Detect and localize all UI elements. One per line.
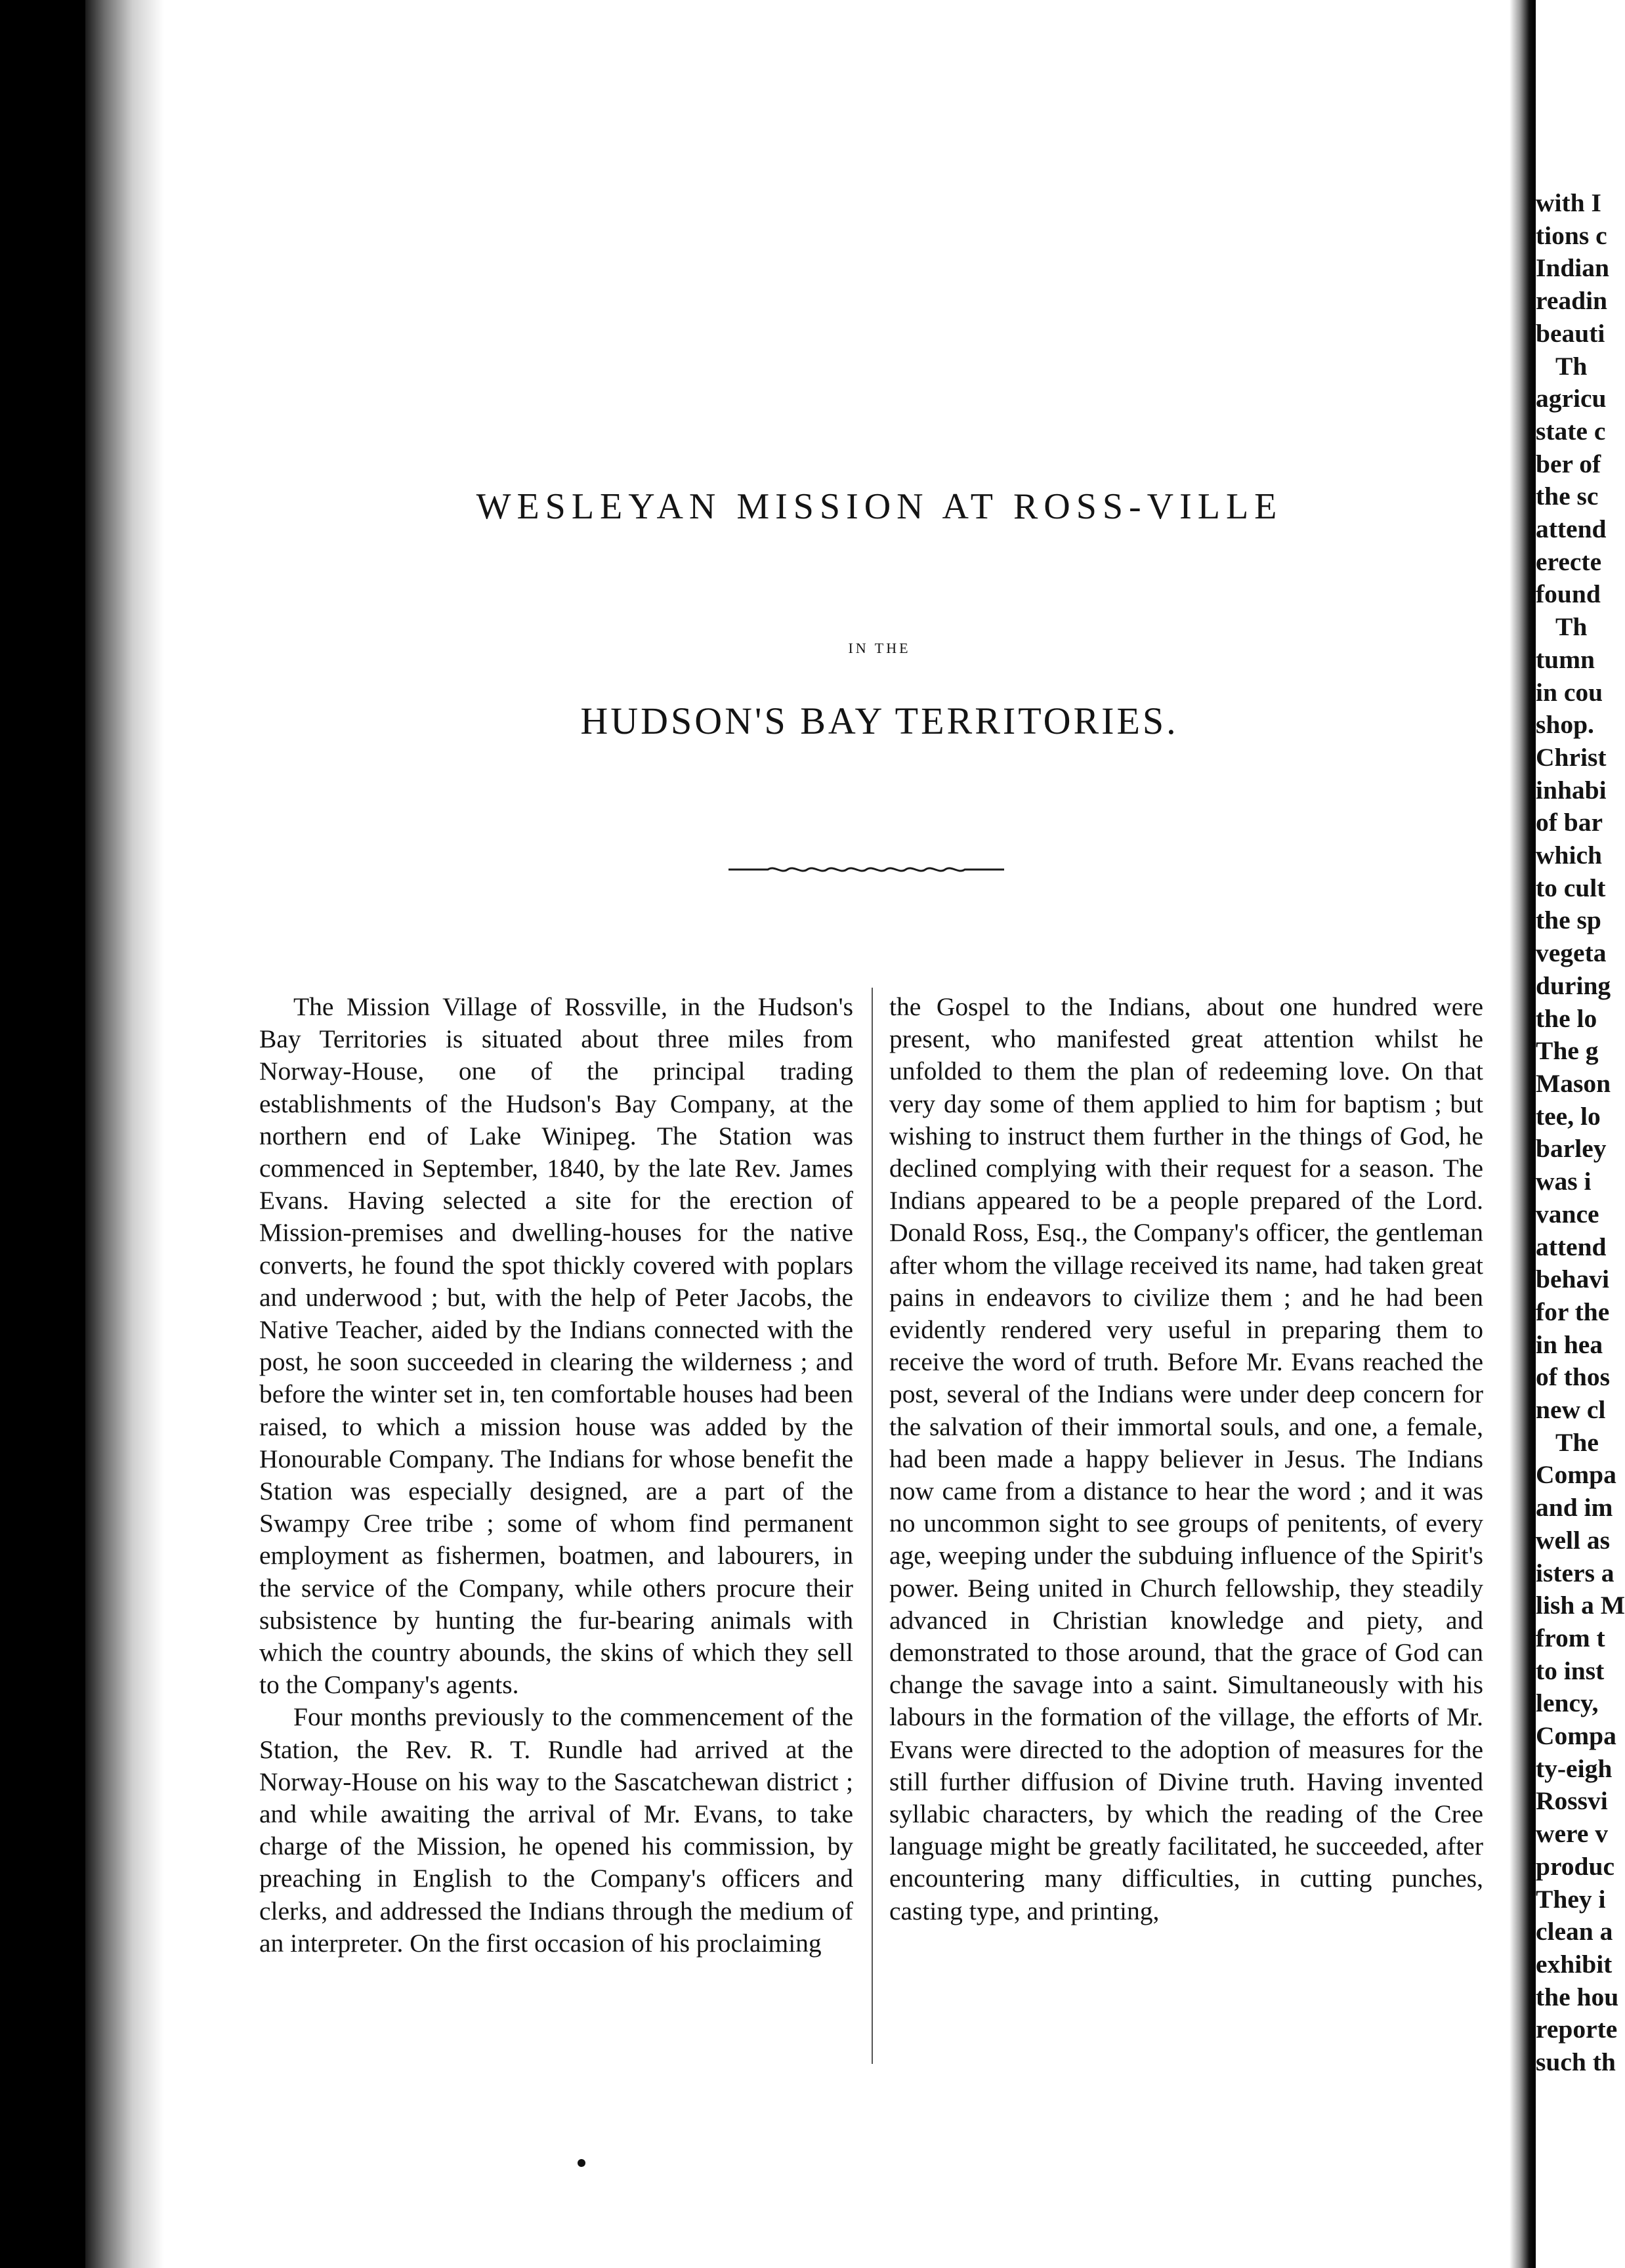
- column3-line-fragment: produc: [1536, 1851, 1615, 1881]
- column3-line-fragment: well as: [1536, 1525, 1611, 1555]
- column3-line-fragment: tumn: [1536, 644, 1595, 674]
- column3-line-fragment: from t: [1536, 1623, 1605, 1652]
- column3-line-fragment: tee, lo: [1536, 1101, 1601, 1131]
- column3-line-fragment: state c: [1536, 416, 1606, 446]
- column3-line-fragment: ber of: [1536, 449, 1601, 478]
- column3-line-fragment: in hea: [1536, 1330, 1603, 1359]
- paragraph: Four months previously to the commencement of the Station, the Rev. R. T. Rundle had arrived at the Norway-House on his way to the Sascatchewan district ; and while awaiting the arrival of Mr. Evans, to take charge of the Mission, he opened his commission, by preaching in English to the Company's officers and clerks, and addressed the Indians through the medium of an interpreter. On the first occasion of his proclaiming: [259, 1702, 853, 1958]
- column3-line-fragment: Mason: [1536, 1068, 1611, 1098]
- column3-line-fragment: lency,: [1536, 1689, 1599, 1718]
- column3-line-fragment: new cl: [1536, 1395, 1606, 1425]
- column3-line-fragment: for the: [1536, 1297, 1610, 1326]
- column3-line-fragment: beauti: [1536, 318, 1605, 348]
- text-column-3-cropped: [1536, 187, 1625, 2077]
- paragraph: the Gospel to the Indians, about one hundred were present, who manifested great attention whilst he unfolded to them the plan of redeeming love. On that very day some of them applied to him for baptism ; but wishing to instruct them further in the things of God, he declined complying with their request for a season. The Indians appeared to be a people prepared of the Lord. Donald Ross, Esq., the Company's officer, the gentleman after whom the village received its name, had taken great pains in endeavors to civilize them ; and he had been evidently rendered very useful in preparing them to receive the word of truth. Before Mr. Evans reached the post, several of the Indians were under deep concern for the salvation of their immortal souls, and one, a female, had been made a happy believer in Jesus. The Indians now came from a distance to hear the word ; and it was no uncommon sight to see groups of penitents, of every age, weeping under the subduing influence of the Spirit's power. Being united in Church fellowship, they steadily advanced in Christian knowledge and piety, and demonstrated to those around, that the grace of God can change the savage into a saint. Simultaneously with his labours in the formation of the village, the efforts of Mr. Evans were directed to the adoption of measures for the still further diffusion of Divine truth. Having invented syllabic characters, by which the reading of the Cree language might be greatly facilitated, he succeeded, after encountering many difficulties, in cutting punches, casting type, and printing,: [889, 992, 1483, 1925]
- column3-line-fragment: behavi: [1536, 1265, 1609, 1294]
- column3-line-fragment: agricu: [1536, 384, 1607, 413]
- column3-line-fragment: the sc: [1536, 482, 1599, 511]
- text-column-1: [259, 991, 853, 2067]
- column3-line-fragment: was i: [1536, 1167, 1592, 1196]
- article-title: WESLEYAN MISSION AT ROSS-VILLE: [476, 486, 1283, 527]
- column3-line-fragment: of bar: [1536, 808, 1603, 837]
- column3-line-fragment: erecte: [1536, 547, 1602, 576]
- column3-line-fragment: inhabi: [1536, 775, 1607, 805]
- column3-line-fragment: tions c: [1536, 220, 1607, 250]
- column3-line-fragment: The: [1555, 1427, 1599, 1457]
- column3-line-fragment: vance: [1536, 1199, 1599, 1228]
- column-divider: [872, 988, 873, 2064]
- column3-line-fragment: during: [1536, 971, 1611, 1000]
- column3-line-fragment: reporte: [1536, 2015, 1618, 2044]
- column3-line-fragment: Indian: [1536, 253, 1610, 283]
- column3-line-fragment: isters a: [1536, 1558, 1614, 1587]
- page-edge-left: [85, 0, 164, 2268]
- column3-line-fragment: which: [1536, 841, 1602, 870]
- column3-line-fragment: shop.: [1536, 710, 1594, 740]
- column3-line-fragment: readin: [1536, 286, 1608, 316]
- decorative-flourish: [728, 860, 1004, 879]
- column3-line-fragment: ty-eigh: [1536, 1754, 1613, 1783]
- column3-line-fragment: vegeta: [1536, 938, 1607, 968]
- column3-line-fragment: clean a: [1536, 1917, 1613, 1946]
- column3-line-fragment: barley: [1536, 1134, 1607, 1164]
- text-column-2: [889, 991, 1483, 2067]
- page-mark-dot: [578, 2159, 585, 2167]
- column3-line-fragment: with I: [1536, 188, 1601, 217]
- column3-line-fragment: lish a M: [1536, 1591, 1625, 1620]
- gutter-shadow: [1509, 0, 1536, 2268]
- column3-line-fragment: to inst: [1536, 1656, 1605, 1685]
- column3-line-fragment: Th: [1555, 612, 1588, 642]
- article-subtitle: HUDSON'S BAY TERRITORIES.: [580, 700, 1179, 742]
- column3-line-fragment: Th: [1555, 351, 1588, 381]
- column3-line-fragment: Compa: [1536, 1460, 1616, 1490]
- column3-line-fragment: of thos: [1536, 1362, 1611, 1392]
- column3-line-fragment: the hou: [1536, 1982, 1619, 2011]
- column3-line-fragment: The g: [1536, 1036, 1599, 1066]
- binding-shadow-left: [0, 0, 85, 2268]
- column3-line-fragment: Compa: [1536, 1721, 1616, 1751]
- column3-line-fragment: and im: [1536, 1493, 1613, 1522]
- column3-line-fragment: exhibit: [1536, 1949, 1613, 1979]
- column3-line-fragment: such th: [1536, 2048, 1616, 2077]
- column3-line-fragment: Rossvi: [1536, 1786, 1608, 1816]
- column3-line-fragment: found: [1536, 579, 1601, 609]
- column3-line-fragment: the lo: [1536, 1003, 1597, 1033]
- column3-line-fragment: were v: [1536, 1819, 1609, 1849]
- column3-line-fragment: attend: [1536, 514, 1607, 544]
- column3-line-fragment: Christ: [1536, 742, 1607, 772]
- column3-line-fragment: attend: [1536, 1232, 1607, 1261]
- column3-line-fragment: in cou: [1536, 677, 1603, 707]
- title-connector: IN THE: [848, 640, 911, 656]
- column3-line-fragment: the sp: [1536, 906, 1601, 935]
- column3-line-fragment: to cult: [1536, 873, 1606, 902]
- column3-line-fragment: They i: [1536, 1884, 1606, 1914]
- paragraph: The Mission Village of Rossville, in the Hudson's Bay Territories is situated about three miles from Norway-House, one of the principal trading establishments of the Hudson's Bay Company, at the northern end of Lake Winipeg. The Station was commenced in September, 1840, by the late Rev. James Evans. Having selected a site for the erection of Mission-premises and dwelling-houses for the native converts, he found the spot thickly covered with poplars and underwood ; but, with the help of Peter Jacobs, the Native Teacher, aided by the Indians connected with the post, he soon succeeded in clearing the wilderness ; and before the winter set in, ten comfortable houses had been raised, to which a mission house was added by the Honourable Company. The Indians for whose benefit the Station was especially designed, are a part of the Swampy Cree tribe ; some of whom find permanent employment as fishermen, boatmen, and labourers, in the service of the Company, while others procure their subsistence by hunting the fur-bearing animals with which the country abounds, the skins of which they sell to the Company's agents.: [259, 992, 853, 1700]
